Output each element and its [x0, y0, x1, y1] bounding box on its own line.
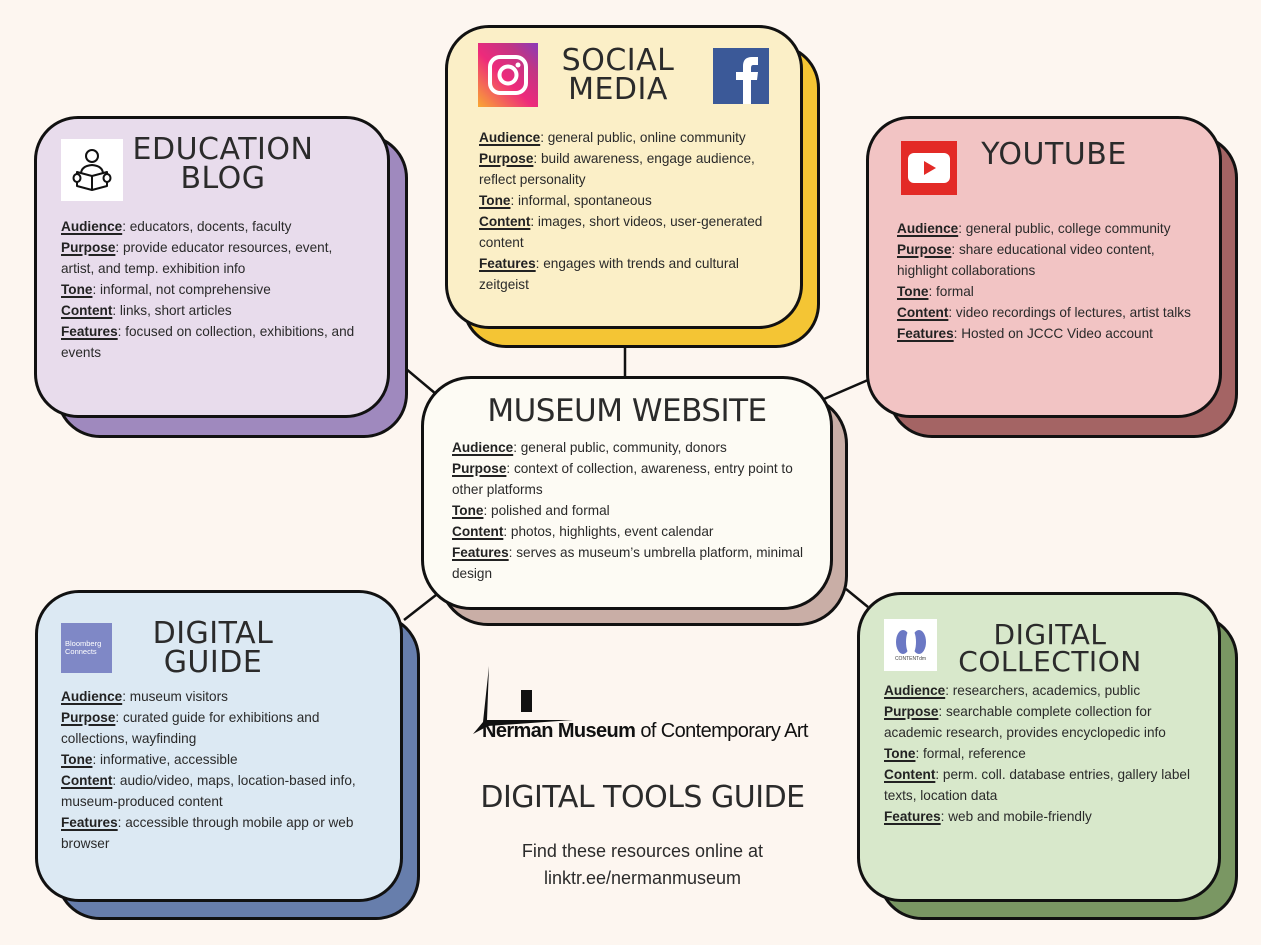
- detail-purpose: Purpose: provide educator resources, event, artist, and temp. exhibition info: [61, 240, 333, 276]
- title-line: DIGITAL: [152, 616, 274, 651]
- title-line: MUSEUM WEBSITE: [487, 393, 767, 429]
- title-line: SOCIAL: [561, 43, 675, 78]
- card-details: [479, 127, 789, 295]
- detail-purpose: Purpose: context of collection, awareness, entry point to other platforms: [452, 461, 793, 497]
- resource-note: [440, 838, 845, 892]
- detail-tone: Tone: polished and formal: [452, 503, 610, 518]
- title-line: YOUTUBE: [981, 137, 1127, 172]
- detail-features: Features: focused on collection, exhibitions, and events: [61, 324, 355, 360]
- detail-content: Content: links, short articles: [61, 303, 232, 318]
- youtube-icon: [901, 141, 957, 195]
- card-title: [548, 43, 688, 108]
- detail-audience: Audience: general public, online community: [479, 130, 746, 145]
- title-line: BLOG: [180, 161, 266, 197]
- title-line: DIGITAL: [993, 618, 1107, 651]
- museum-name: [482, 720, 808, 743]
- bloomberg-connects-icon: [61, 623, 112, 673]
- card-panel: [445, 25, 803, 329]
- card-details: [61, 686, 371, 854]
- card-panel: [34, 116, 390, 418]
- detail-purpose: Purpose: curated guide for exhibitions and collections, wayfinding: [61, 710, 320, 746]
- card-panel: [866, 116, 1222, 418]
- detail-content: Content: photos, highlights, event calendar: [452, 524, 714, 539]
- card-panel: [857, 592, 1221, 902]
- detail-features: Features: Hosted on JCCC Video account: [897, 326, 1153, 341]
- title-line: MEDIA: [568, 72, 668, 108]
- card-details: [884, 680, 1194, 827]
- detail-content: Content: images, short videos, user-generated content: [479, 214, 763, 250]
- museum-name-bold: Nerman Museum: [482, 720, 636, 742]
- reader-book-icon: [61, 139, 123, 201]
- contentdm-icon: [884, 619, 937, 671]
- card-details: [452, 437, 817, 584]
- detail-audience: Audience: museum visitors: [61, 689, 228, 704]
- card-title: [123, 132, 323, 197]
- detail-features: Features: serves as museum’s umbrella platform, minimal design: [452, 545, 804, 581]
- card-title: [424, 393, 830, 429]
- detail-audience: Audience: educators, docents, faculty: [61, 219, 292, 234]
- detail-features: Features: web and mobile-friendly: [884, 809, 1092, 824]
- museum-name-regular: of Contemporary Art: [635, 720, 808, 742]
- page-title: DIGITAL TOOLS GUIDE: [480, 780, 805, 815]
- detail-features: Features: accessible through mobile app or web browser: [61, 815, 354, 851]
- card-title: [950, 618, 1150, 679]
- card-details: [897, 218, 1197, 344]
- title-line: COLLECTION: [958, 645, 1142, 679]
- detail-tone: Tone: informal, not comprehensive: [61, 282, 271, 297]
- detail-content: Content: perm. coll. database entries, gallery label texts, location data: [884, 767, 1190, 803]
- detail-audience: Audience: general public, college community: [897, 221, 1171, 236]
- linktree-link[interactable]: linktr.ee/nermanmuseum: [543, 868, 742, 888]
- detail-purpose: Purpose: searchable complete collection for academic research, provides encyclopedic info: [884, 704, 1166, 740]
- detail-tone: Tone: informative, accessible: [61, 752, 238, 767]
- title-line: EDUCATION: [132, 132, 314, 167]
- facebook-icon: [713, 48, 769, 104]
- detail-content: Content: video recordings of lectures, artist talks: [897, 305, 1191, 320]
- icon-text: CONTENTdm: [894, 655, 927, 662]
- find-resources-text: Find these resources online at: [521, 841, 764, 861]
- icon-text: Connects: [65, 647, 97, 656]
- icon-text: Bloomberg: [65, 639, 102, 648]
- detail-audience: Audience: researchers, academics, public: [884, 683, 1141, 698]
- instagram-icon: [478, 43, 538, 107]
- detail-purpose: Purpose: build awareness, engage audience, reflect personality: [479, 151, 755, 187]
- detail-tone: Tone: formal, reference: [884, 746, 1026, 761]
- detail-audience: Audience: general public, community, donors: [452, 440, 727, 455]
- card-title: [969, 137, 1139, 172]
- card-details: [61, 216, 361, 363]
- detail-features: Features: engages with trends and cultural zeitgeist: [479, 256, 739, 292]
- detail-tone: Tone: informal, spontaneous: [479, 193, 652, 208]
- detail-tone: Tone: formal: [897, 284, 974, 299]
- detail-content: Content: audio/video, maps, location-based info, museum-produced content: [61, 773, 356, 809]
- card-title: [138, 616, 288, 681]
- museum-logo: [468, 656, 828, 746]
- card-panel: [421, 376, 833, 610]
- title-line: GUIDE: [163, 645, 263, 681]
- detail-purpose: Purpose: share educational video content, highlight collaborations: [897, 242, 1155, 278]
- card-panel: [35, 590, 403, 902]
